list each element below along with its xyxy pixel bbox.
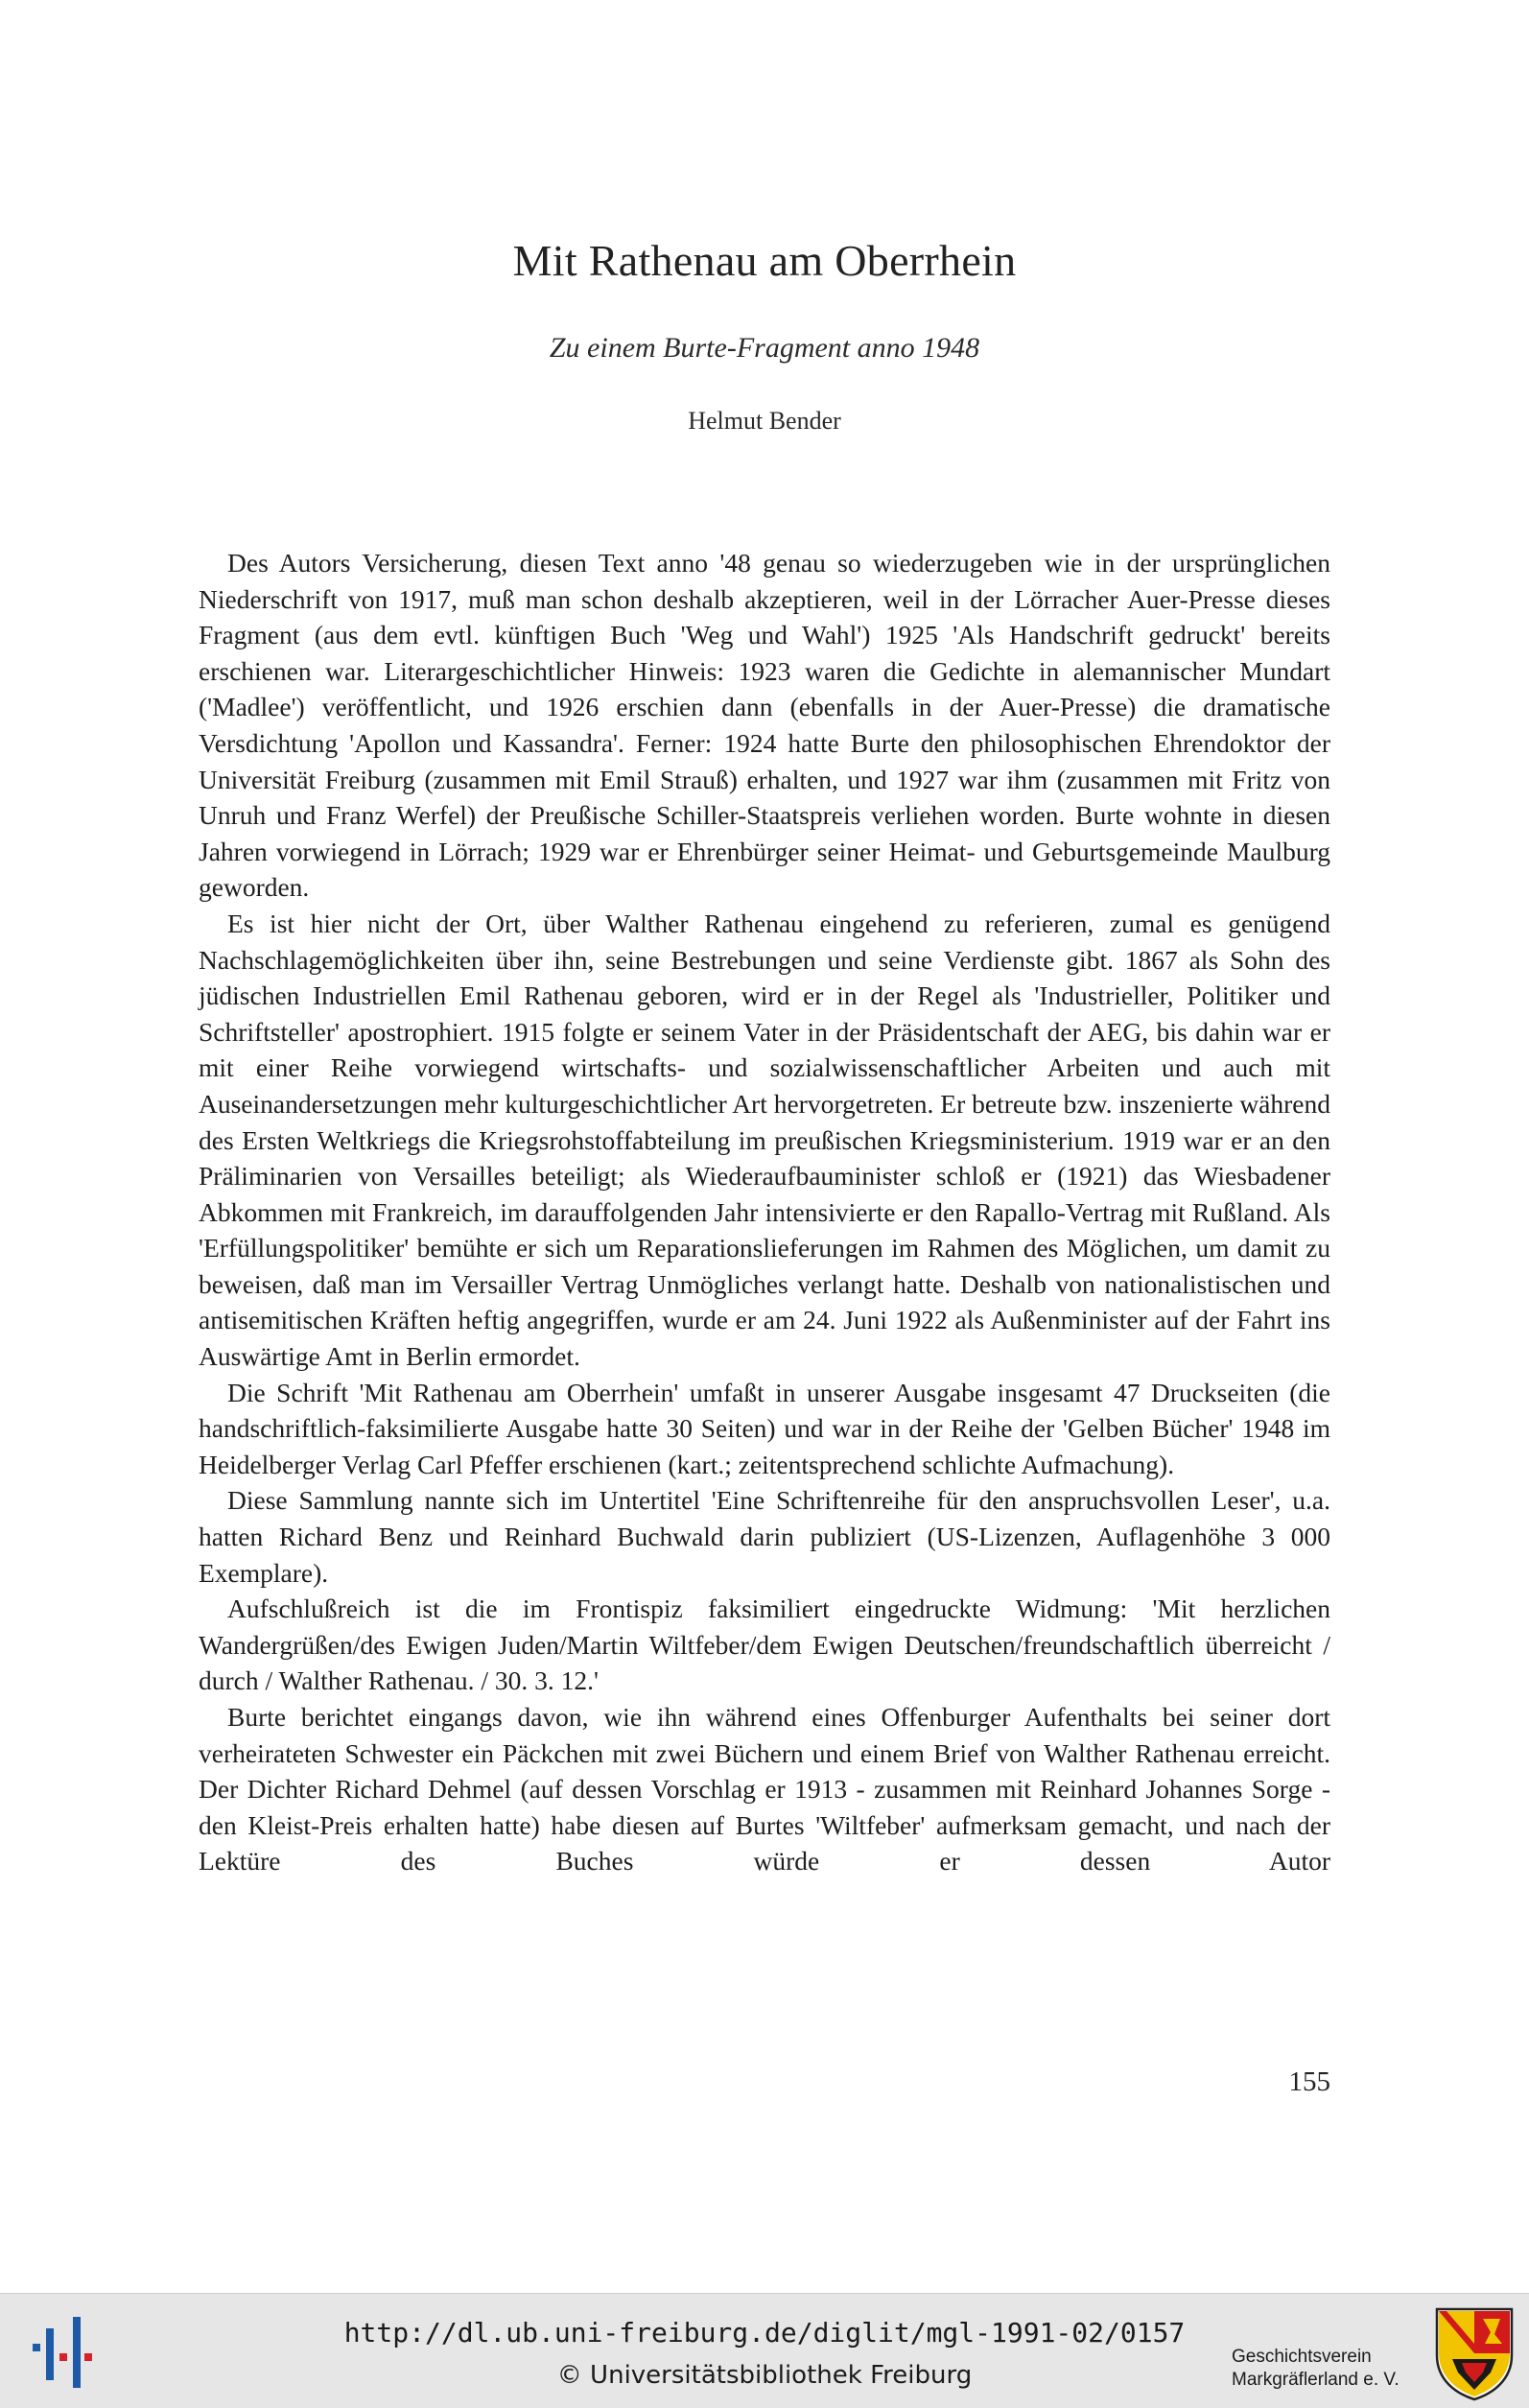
paragraph: Es ist hier nicht der Ort, über Walther Rathenau eingehend zu referieren, zumal es genügend Nachschlagemöglichkeiten über ihn, seine Bestrebungen und seine Verdienste gibt. 1867 als Sohn des jüdischen Industriellen Emil Rathenau geboren, wird er in der Regel als 'Industrieller, Politiker und Schriftsteller' apostrophiert. 1915 folgte er seinem Vater in der Präsidentschaft der AEG, bis dahin war er mit einer Reihe vorwiegend wirtschafts- und sozialwissenschaftlicher Arbeiten und auch mit Auseinandersetzungen mehr kulturgeschichtlicher Art hervorgetreten. Er betreute bzw. inszenierte während des Ersten Weltkriegs die Kriegsrohstoffabteilung im preußischen Kriegsministerium. 1919 war er an den Präliminarien von Versailles beteiligt; als Wiederaufbauminister schloß er (1921) das Wiesbadener Abkommen mit Frankreich, im darauffolgenden Jahr intensivierte er den Rapallo-Vertrag mit Rußland. Als 'Erfüllungspolitiker' bemühte er sich um Reparationslieferungen im Rahmen des Möglichen, um damit zu beweisen, daß man im Versailler Vertrag Unmögliches verlangt hatte. Deshalb von nationalistischen und antisemitischen Kräften heftig angegriffen, wurde er am 24. Juni 1922 als Außenminister auf der Fahrt ins Auswärtige Amt in Berlin ermordet. — [199, 908, 1331, 1372]
article-author: Helmut Bender — [688, 407, 841, 435]
article-body — [199, 545, 1330, 1879]
paragraph: Burte berichtet eingangs davon, wie ihn während eines Offenburger Aufenthalts bei seiner dort verheirateten Schwester ein Päckchen mit zwei Büchern und einem Brief von Walther Rathenau erreicht. Der Dichter Richard Dehmel (auf dessen Vorschlag er 1913 - zusammen mit Reinhard Johannes Sorge - den Kleist-Preis erhalten hatte) habe diesen auf Burtes 'Wiltfeber' aufmerksam gemacht, und nach der Lektüre des Buches würde er dessen Autor — [199, 1702, 1330, 1877]
coat-of-arms-icon[interactable] — [1433, 2305, 1516, 2401]
society-name — [1232, 2346, 1423, 2392]
paragraph: Des Autors Versicherung, diesen Text anno '48 genau so wiederzugeben wie in der ursprünglichen Niederschrift von 1917, muß man schon deshalb akzeptieren, weil in der Lörracher Auer-Presse dieses Fragment (aus dem evtl. künftigen Buch 'Weg und Wahl') 1925 'Als Handschrift gedruckt' bereits erschienen war. Literargeschichtlicher Hinweis: 1923 waren die Gedichte in alemannischer Mundart ('Madlee') veröffentlicht, und 1926 erschien dann (ebenfalls in der Auer-Presse) die dramatische Versdichtung 'Apollon und Kassandra'. Ferner: 1924 hatte Burte den philosophischen Ehrendoktor der Universität Freiburg (zusammen mit Emil Strauß) erhalten, und 1927 war ihm (zusammen mit Fritz von Unruh und Franz Werfel) der Preußische Schiller-Staatspreis verliehen worden. Burte wohnte in diesen Jahren vorwiegend in Lörrach; 1929 war er Ehrenbürger seiner Heimat- und Geburtsgemeinde Maulburg geworden. — [199, 548, 1330, 903]
society-name-line2: Markgräflerland e. V. — [1232, 2370, 1400, 2390]
page-number: 155 — [1288, 2066, 1330, 2097]
paragraph: Aufschlußreich ist die im Frontispiz faksimiliert eingedruckte Widmung: 'Mit herzlichen Wandergrüßen/des Ewigen Juden/Martin Wiltfeber/dem Ewigen Deutschen/freundschaftlich überreicht / durch / Walther Rathenau. / 30. 3. 12.' — [199, 1594, 1330, 1696]
article-title: Mit Rathenau am Oberrhein — [512, 236, 1017, 285]
copyright-text: © Universitätsbibliothek Freiburg — [556, 2361, 973, 2390]
article-subtitle: Zu einem Burte-Fragment anno 1948 — [549, 332, 980, 364]
paragraph: Die Schrift 'Mit Rathenau am Oberrhein' umfaßt in unserer Ausgabe insgesamt 47 Druckseiten (die handschriftlich-faksimilierte Ausgabe hatte 30 Seiten) und war in der Reihe der 'Gelben Bücher' 1948 im Heidelberger Verlag Carl Pfeffer erschienen (kart.; zeitentsprechend schlichte Aufmachung). — [199, 1377, 1330, 1479]
permalink-link[interactable]: http://dl.ub.uni-freiburg.de/diglit/mgl-1991-02/0157 — [343, 2317, 1186, 2349]
paragraph: Diese Sammlung nannte sich im Untertitel 'Eine Schriftenreihe für den anspruchsvollen Leser', u.a. hatten Richard Benz und Reinhard Buchwald darin publiziert (US-Lizenzen, Auflagenhöhe 3 000 Exemplare). — [199, 1485, 1330, 1588]
society-name-line1: Geschichtsverein — [1232, 2347, 1372, 2367]
footer-bar — [0, 2293, 1529, 2408]
